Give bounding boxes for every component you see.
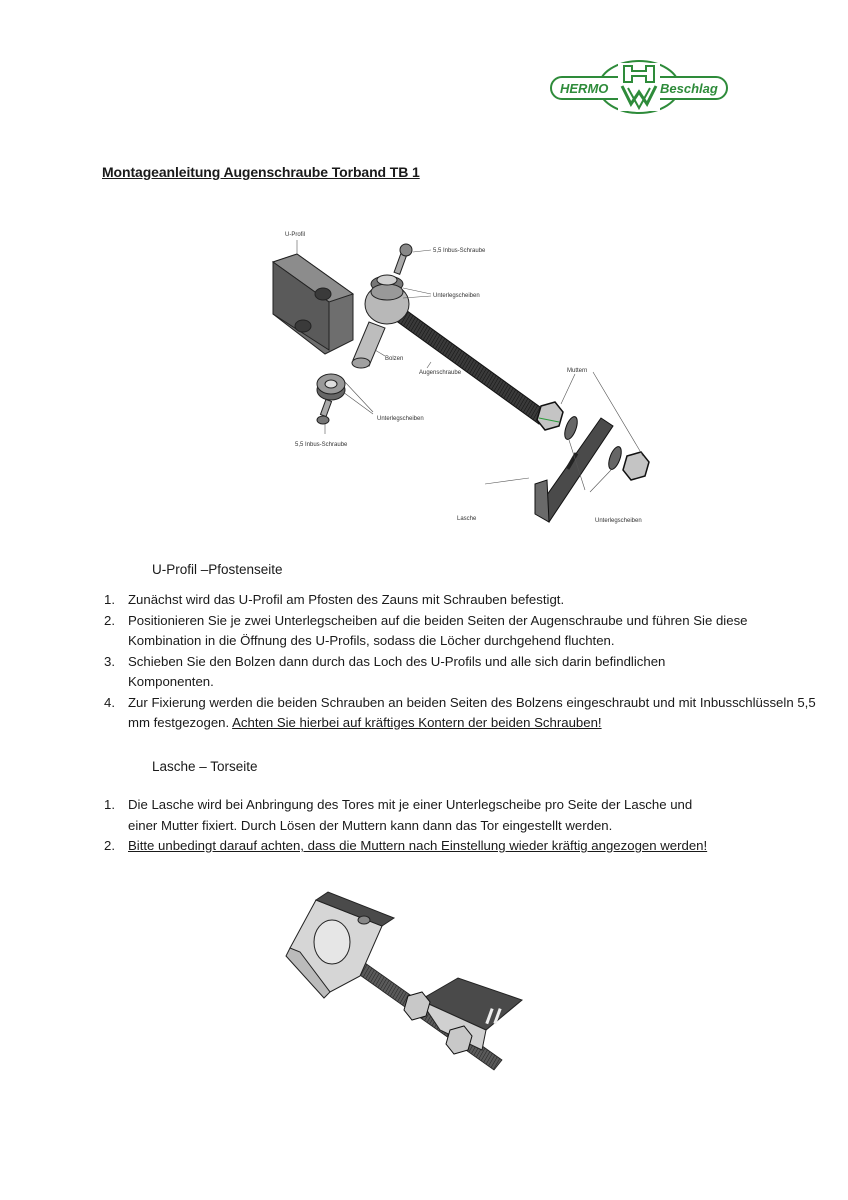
lasche-steps: [104, 795, 828, 857]
label-bolzen: Bolzen: [385, 356, 404, 362]
label-augenschraube: Augenschraube: [419, 370, 462, 376]
list-item: [104, 795, 718, 836]
nut-1: [537, 402, 563, 430]
list-item: [104, 652, 712, 693]
section-heading-lasche: Lasche – Torseite: [152, 759, 258, 774]
item-number: 2.: [104, 612, 115, 628]
label-u-profil: U-Profil: [285, 232, 306, 238]
bolzen-part: [352, 322, 385, 368]
nut-2: [623, 452, 649, 480]
list-item: [104, 836, 828, 857]
u-profil-steps: [104, 590, 828, 734]
u-profil-part: [273, 254, 353, 354]
item-text: Positionieren Sie je zwei Unterlegscheiben auf die beiden Seiten der Augenschraube und führen Sie diese Kombination in die Öffnung des U-Profils, sodass die Löcher durchgehend fluchten.: [128, 612, 748, 648]
item-text: Schieben Sie den Bolzen dann durch das Loch des U-Profils und alle sich darin befindlichen Komponenten.: [128, 653, 666, 689]
label-muttern: Muttern: [567, 368, 588, 374]
logo-right-text: Beschlag: [660, 81, 718, 96]
item-text: Die Lasche wird bei Anbringung des Tores mit je einer Unterlegscheibe pro Seite der Lasche und einer Mutter fixiert. Durch Lösen der Muttern kann dann das Tor eingestellt werden.: [128, 797, 693, 833]
inbus-screw-top: [394, 244, 412, 274]
item-text: Zunächst wird das U-Profil am Pfosten des Zauns mit Schrauben befestigt.: [128, 592, 565, 607]
section-heading-u-profil: U-Profil –Pfostenseite: [152, 562, 283, 577]
washers-inbus-left: [317, 374, 345, 424]
logo-left-text: HERMO: [560, 81, 609, 96]
label-inbus-top: 5,5 Inbus-Schraube: [433, 248, 486, 254]
page-title: Montageanleitung Augenschraube Torband TB 1: [102, 164, 420, 180]
list-item: [104, 611, 748, 652]
item-warning: Bitte unbedingt darauf achten, dass die Muttern nach Einstellung wieder kräftig angezogen werden!: [128, 838, 708, 853]
label-unterlegscheiben-left: Unterlegscheiben: [377, 416, 424, 422]
item-number: 1.: [104, 797, 115, 812]
hermo-beschlag-logo: [548, 58, 730, 116]
item-number: 4.: [104, 694, 115, 710]
list-item: [104, 590, 748, 611]
label-unterlegscheiben-bottom: Unterlegscheiben: [595, 518, 642, 524]
augenschraube-eye: [365, 275, 409, 324]
item-text: Zur Fixierung werden die beiden Schrauben an beiden Seiten des Bolzens eingeschraubt und mit Inbusschlüsseln 5,5 mm festgezogen.: [128, 694, 816, 730]
item-number: 1.: [104, 592, 115, 607]
list-item: [104, 693, 828, 734]
item-number: 3.: [104, 653, 115, 669]
label-inbus-bottom: 5,5 Inbus-Schraube: [295, 442, 348, 448]
exploded-assembly-diagram: [245, 222, 665, 532]
label-unterlegscheiben-top: Unterlegscheiben: [433, 293, 480, 299]
item-warning: Achten Sie hierbei auf kräftiges Kontern der beiden Schrauben!: [232, 715, 602, 730]
assembled-hinge-diagram: [270, 880, 535, 1080]
label-lasche: Lasche: [457, 516, 477, 522]
item-number: 2.: [104, 838, 115, 853]
